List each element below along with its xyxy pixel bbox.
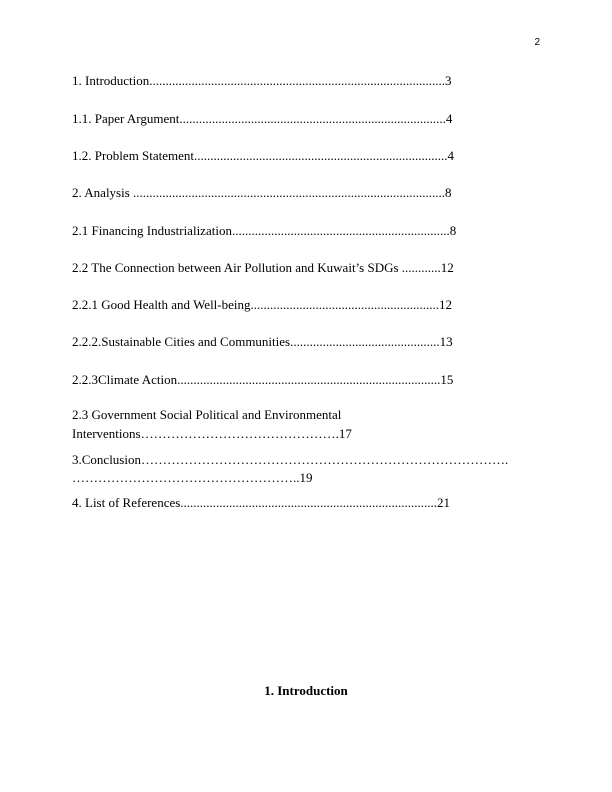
toc-entry-air-pollution-sdgs: 2.2 The Connection between Air Pollution and Kuwait’s SDGs ............12 bbox=[72, 260, 454, 275]
toc-entry-financing-industrialization: 2.1 Financing Industrialization...................................................................8 bbox=[72, 223, 457, 238]
toc-entry-government-interventions-line1: 2.3 Government Social Political and Environmental bbox=[72, 407, 342, 422]
toc-entry-paper-argument: 1.1. Paper Argument..................................................................................4 bbox=[72, 111, 453, 126]
toc-entry-problem-statement: 1.2. Problem Statement..............................................................................4 bbox=[72, 148, 455, 163]
section-heading-introduction: 1. Introduction bbox=[264, 683, 348, 698]
toc-entry-climate-action: 2.2.3Climate Action.................................................................................15 bbox=[72, 372, 454, 387]
toc-entry-sustainable-cities: 2.2.2.Sustainable Cities and Communities..............................................13 bbox=[72, 334, 453, 349]
toc-entry-government-interventions-line2: Interventions……………………………………….17 bbox=[72, 426, 352, 441]
toc-entry-introduction: 1. Introduction...........................................................................................3 bbox=[72, 73, 452, 88]
toc-entry-conclusion-line1: 3.Conclusion…………………………………………………………………………. bbox=[72, 452, 509, 467]
toc-entry-list-of-references: 4. List of References...............................................................................21 bbox=[72, 495, 451, 510]
page-number: 2 bbox=[534, 37, 540, 48]
toc-entry-good-health: 2.2.1 Good Health and Well-being..........................................................12 bbox=[72, 297, 453, 312]
toc-entry-analysis: 2. Analysis ................................................................................................8 bbox=[72, 185, 452, 200]
toc-entry-conclusion-line2: ……………………………………………..19 bbox=[72, 470, 313, 485]
